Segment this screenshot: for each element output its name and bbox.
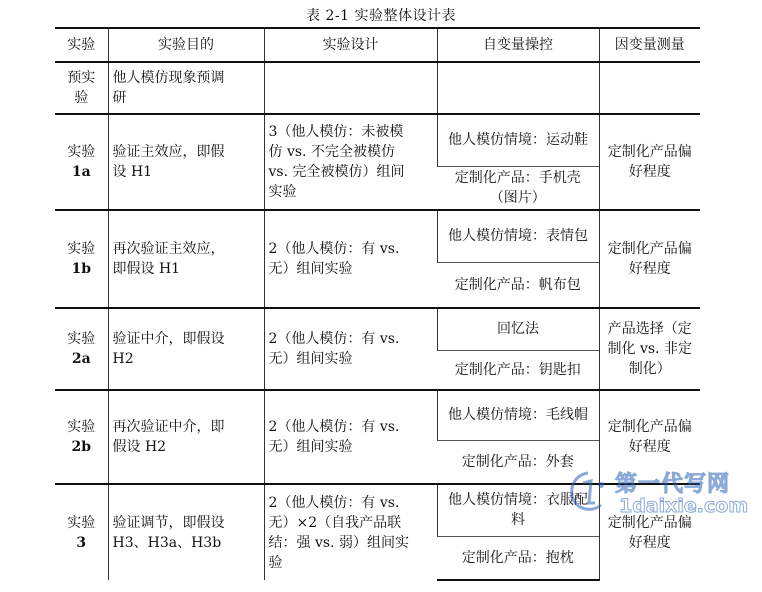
experiment-name [55,484,108,580]
header-purpose: 实验目的 [108,28,264,62]
experiment-label: 实验 [67,514,96,531]
experiment-label: 实验 [67,331,96,347]
table-caption: 表 2-1 实验整体设计表 [306,8,456,24]
experiment-code: 2b [71,439,92,455]
header-iv: 自变量操控 [437,28,599,62]
dependent-variable: 定制化产品偏好程度 [599,390,700,484]
experiment-name: 预实验 [55,62,108,114]
experiment-code: 3 [76,534,87,551]
experiment-design: 2（他人模仿：有 vs. 无）组间实验 [264,390,437,484]
table-row-1a [55,114,700,166]
experiment-design [264,62,437,114]
independent-variable-context: 他人模仿情境：表情包 [437,210,599,262]
table-row-2a [55,308,700,350]
independent-variable-product: 定制化产品：外套 [437,440,599,484]
experiment-purpose: 再次验证主效应，即假设 H1 [108,210,264,308]
experiment-name [55,210,108,308]
dependent-variable: 定制化产品偏好程度 [599,484,700,580]
independent-variable-product: 定制化产品：抱枕 [437,536,599,580]
independent-variable-context: 他人模仿情境：毛线帽 [437,390,599,440]
dependent-variable: 定制化产品偏好程度 [599,114,700,210]
header-dv: 因变量测量 [599,28,700,62]
independent-variable-context: 他人模仿情境：衣服配料 [437,484,599,536]
dependent-variable: 产品选择（定制化 vs. 非定制化） [599,308,700,390]
independent-variable-context: 他人模仿情境：运动鞋 [437,114,599,166]
experiment-label: 实验 [67,241,96,257]
experiment-code: 1b [71,261,92,277]
table-row-pre [55,62,700,114]
experiment-design: 3（他人模仿：未被模仿 vs. 不完全被模仿 vs. 完全被模仿）组间实验 [264,114,437,210]
experiment-design: 2（他人模仿：有 vs. 无）×2（自我产品联结：强 vs. 弱）组间实验 [264,484,437,580]
experiment-design: 2（他人模仿：有 vs. 无）组间实验 [264,210,437,308]
independent-variable-product: 定制化产品：帆布包 [437,262,599,308]
table-header-row [55,28,700,62]
experiment-name [55,114,108,210]
experiment-purpose: 验证调节，即假设 H3、H3a、H3b [108,484,264,580]
table-row-1b [55,210,700,262]
watermark-url: 1daixie.com [619,495,749,517]
independent-variable-product: 定制化产品：手机壳（图片） [437,166,599,210]
experiment-purpose: 验证主效应，即假设 H1 [108,114,264,210]
experiment-code: 2a [71,351,91,367]
experiment-purpose: 验证中介，即假设 H2 [108,308,264,390]
header-experiment: 实验 [55,28,108,62]
experiment-purpose: 他人模仿现象预调研 [108,62,264,114]
experiment-design: 2（他人模仿：有 vs. 无）组间实验 [264,308,437,390]
experiment-purpose: 再次验证中介，即假设 H2 [108,390,264,484]
experiment-label: 实验 [67,419,96,435]
header-design: 实验设计 [264,28,437,62]
dependent-variable [599,62,700,114]
table-row-3 [55,484,700,536]
experiment-name [55,390,108,484]
experiment-design-table [55,27,700,581]
table-row-2b [55,390,700,440]
watermark-title: 第一代写网 [615,472,731,497]
experiment-name [55,308,108,390]
experiment-code: 1a [71,164,91,180]
dependent-variable: 定制化产品偏好程度 [599,210,700,308]
independent-variable [437,62,599,114]
independent-variable-method: 回忆法 [437,308,599,350]
independent-variable-product: 定制化产品：钥匙扣 [437,350,599,390]
experiment-label: 实验 [67,144,96,160]
